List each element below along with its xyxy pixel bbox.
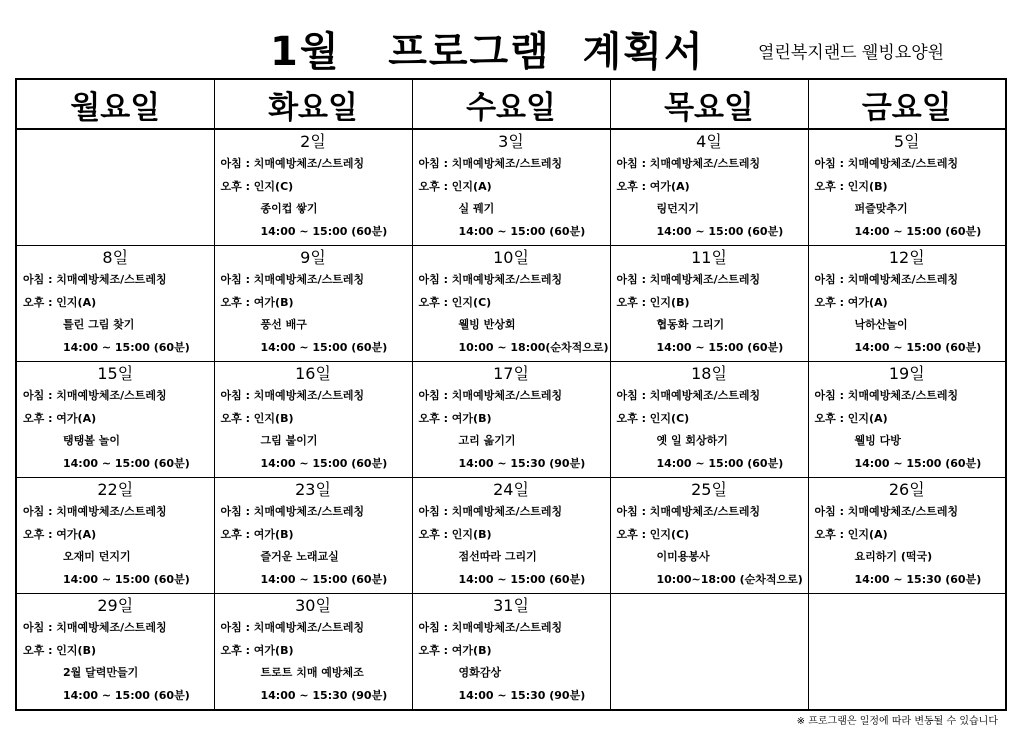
morning-program: 아침 : 치매예방체조/스트레칭 <box>23 621 167 634</box>
day-number: 4일 <box>696 132 722 151</box>
weekday-header-tue: 화요일 <box>214 79 412 129</box>
day-number: 10일 <box>493 248 529 267</box>
activity-name: 즐거운 노래교실 <box>260 550 339 563</box>
activity-name: 트로트 치매 예방체조 <box>260 666 364 679</box>
week-row <box>16 362 1006 478</box>
morning-program: 아침 : 치매예방체조/스트레칭 <box>23 505 167 518</box>
afternoon-program: 오후 : 인지(B) <box>220 411 294 425</box>
day-number: 25일 <box>691 480 727 499</box>
activity-name: 이미용봉사 <box>656 550 710 563</box>
program-calendar <box>15 78 1007 711</box>
day-cell <box>412 246 610 362</box>
day-number: 26일 <box>888 480 925 499</box>
afternoon-program: 오후 : 인지(A) <box>814 411 888 425</box>
day-cell <box>808 362 1006 478</box>
day-number: 2일 <box>300 132 326 151</box>
morning-program: 아침 : 치매예방체조/스트레칭 <box>814 273 959 286</box>
day-cell <box>808 246 1006 362</box>
activity-name: 퍼즐맞추기 <box>854 202 908 215</box>
afternoon-program: 오후 : 여가(B) <box>418 643 492 657</box>
week-row <box>16 129 1006 246</box>
afternoon-program: 오후 : 인지(A) <box>418 179 492 193</box>
day-number: 3일 <box>498 132 524 151</box>
weekday-header-fri: 금요일 <box>808 79 1006 129</box>
day-cell <box>214 129 412 246</box>
day-number: 11일 <box>691 248 727 267</box>
activity-name: 요리하기 (떡국) <box>854 550 933 563</box>
day-cell <box>16 478 214 594</box>
day-cell <box>16 594 214 711</box>
day-number: 9일 <box>300 248 326 267</box>
activity-name: 풍선 배구 <box>260 318 307 331</box>
day-cell <box>610 129 808 246</box>
footnote: ※ 프로그램은 일정에 따라 변동될 수 있습니다 <box>796 716 998 727</box>
morning-program: 아침 : 치매예방체조/스트레칭 <box>814 505 959 518</box>
week-row <box>16 594 1006 711</box>
day-cell <box>16 246 214 362</box>
organization-name: 열린복지랜드 웰빙요양원 <box>758 43 945 63</box>
day-cell <box>214 594 412 711</box>
activity-time: 14:00 ~ 15:00 (60분) <box>260 340 388 354</box>
morning-program: 아침 : 치매예방체조/스트레칭 <box>814 157 959 170</box>
day-cell <box>610 478 808 594</box>
day-cell <box>412 478 610 594</box>
day-cell <box>214 478 412 594</box>
morning-program: 아침 : 치매예방체조/스트레칭 <box>220 157 365 170</box>
activity-time: 14:00 ~ 15:00 (60분) <box>854 456 982 470</box>
afternoon-program: 오후 : 인지(B) <box>418 527 492 541</box>
day-number: 17일 <box>493 364 529 383</box>
day-number: 18일 <box>691 364 727 383</box>
activity-name: 협동화 그리기 <box>656 318 725 331</box>
activity-time: 14:00 ~ 15:00 (60분) <box>458 572 586 586</box>
activity-name: 종이컵 쌓기 <box>260 202 318 215</box>
day-cell <box>412 594 610 711</box>
morning-program: 아침 : 치매예방체조/스트레칭 <box>814 389 959 402</box>
day-number: 8일 <box>102 248 129 267</box>
day-number: 30일 <box>295 596 331 615</box>
afternoon-program: 오후 : 여가(A) <box>616 179 690 193</box>
day-cell <box>610 246 808 362</box>
activity-time: 14:00 ~ 15:30 (90분) <box>458 688 586 702</box>
activity-time: 14:00 ~ 15:00 (60분) <box>458 224 586 238</box>
afternoon-program: 오후 : 여가(A) <box>23 411 97 425</box>
morning-program: 아침 : 치매예방체조/스트레칭 <box>220 621 365 634</box>
morning-program: 아침 : 치매예방체조/스트레칭 <box>616 505 761 518</box>
morning-program: 아침 : 치매예방체조/스트레칭 <box>616 389 761 402</box>
activity-name: 링던지기 <box>656 202 700 215</box>
morning-program: 아침 : 치매예방체조/스트레칭 <box>418 157 563 170</box>
morning-program: 아침 : 치매예방체조/스트레칭 <box>23 273 167 286</box>
day-cell <box>808 478 1006 594</box>
activity-name: 영화감상 <box>458 666 502 679</box>
activity-time: 10:00~18:00 (순차적으로) <box>656 572 803 586</box>
activity-name: 오재미 던지기 <box>63 550 131 563</box>
activity-name: 실 꿰기 <box>458 202 495 215</box>
morning-program: 아침 : 치매예방체조/스트레칭 <box>220 389 365 402</box>
activity-time: 14:00 ~ 15:00 (60분) <box>260 456 388 470</box>
day-cell <box>214 246 412 362</box>
day-number: 29일 <box>97 596 134 615</box>
afternoon-program: 오후 : 인지(C) <box>616 527 690 541</box>
weekday-header-mon: 월요일 <box>16 79 214 129</box>
day-number: 22일 <box>97 480 134 499</box>
activity-time: 14:00 ~ 15:00 (60분) <box>854 340 982 354</box>
afternoon-program: 오후 : 여가(A) <box>23 527 97 541</box>
morning-program: 아침 : 치매예방체조/스트레칭 <box>23 389 167 402</box>
afternoon-program: 오후 : 인지(B) <box>616 295 690 309</box>
activity-time: 14:00 ~ 15:30 (90분) <box>260 688 388 702</box>
activity-time: 14:00 ~ 15:00 (60분) <box>63 456 190 470</box>
activity-name: 옛 일 회상하기 <box>656 434 728 447</box>
activity-time: 14:00 ~ 15:00 (60분) <box>656 224 784 238</box>
activity-name: 웰빙 다방 <box>854 434 901 447</box>
day-cell <box>412 129 610 246</box>
morning-program: 아침 : 치매예방체조/스트레칭 <box>616 157 761 170</box>
morning-program: 아침 : 치매예방체조/스트레칭 <box>616 273 761 286</box>
day-number: 16일 <box>295 364 331 383</box>
page-title: 1월 프로그램 계획서 <box>270 29 705 75</box>
day-number: 23일 <box>295 480 331 499</box>
morning-program: 아침 : 치매예방체조/스트레칭 <box>220 273 365 286</box>
activity-time: 14:00 ~ 15:00 (60분) <box>63 688 190 702</box>
activity-name: 고리 옮기기 <box>458 434 516 447</box>
morning-program: 아침 : 치매예방체조/스트레칭 <box>418 273 563 286</box>
morning-program: 아침 : 치매예방체조/스트레칭 <box>418 505 563 518</box>
day-number: 15일 <box>97 364 134 383</box>
activity-time: 14:00 ~ 15:00 (60분) <box>63 340 190 354</box>
weekday-header-thu: 목요일 <box>610 79 808 129</box>
afternoon-program: 오후 : 인지(B) <box>814 179 888 193</box>
activity-time: 14:00 ~ 15:00 (60분) <box>260 572 388 586</box>
calendar-body <box>16 129 1006 710</box>
weekday-header-wed: 수요일 <box>412 79 610 129</box>
activity-time: 14:00 ~ 15:30 (60분) <box>854 572 982 586</box>
day-cell <box>16 362 214 478</box>
activity-name: 웰빙 반상회 <box>458 318 516 331</box>
morning-program: 아침 : 치매예방체조/스트레칭 <box>418 389 563 402</box>
afternoon-program: 오후 : 인지(C) <box>418 295 492 309</box>
empty-day-cell <box>610 594 808 711</box>
afternoon-program: 오후 : 여가(A) <box>814 295 888 309</box>
day-cell <box>214 362 412 478</box>
day-cell <box>808 129 1006 246</box>
afternoon-program: 오후 : 여가(B) <box>220 295 294 309</box>
week-row <box>16 246 1006 362</box>
activity-time: 10:00 ~ 18:00(순차적으로) <box>458 340 609 354</box>
activity-time: 14:00 ~ 15:00 (60분) <box>854 224 982 238</box>
day-number: 31일 <box>493 596 529 615</box>
afternoon-program: 오후 : 여가(B) <box>418 411 492 425</box>
activity-time: 14:00 ~ 15:00 (60분) <box>260 224 388 238</box>
afternoon-program: 오후 : 여가(B) <box>220 643 294 657</box>
afternoon-program: 오후 : 인지(A) <box>23 295 97 309</box>
day-number: 5일 <box>893 132 920 151</box>
afternoon-program: 오후 : 인지(C) <box>616 411 690 425</box>
activity-name: 틀린 그림 찾기 <box>63 318 135 331</box>
afternoon-program: 오후 : 여가(B) <box>220 527 294 541</box>
afternoon-program: 오후 : 인지(A) <box>814 527 888 541</box>
afternoon-program: 오후 : 인지(C) <box>220 179 294 193</box>
afternoon-program: 오후 : 인지(B) <box>23 643 97 657</box>
activity-time: 14:00 ~ 15:00 (60분) <box>656 456 784 470</box>
week-row <box>16 478 1006 594</box>
day-number: 24일 <box>493 480 529 499</box>
day-number: 19일 <box>888 364 925 383</box>
activity-time: 14:00 ~ 15:00 (60분) <box>656 340 784 354</box>
weekday-header-row <box>16 79 1006 129</box>
empty-day-cell <box>16 129 214 246</box>
day-cell <box>412 362 610 478</box>
morning-program: 아침 : 치매예방체조/스트레칭 <box>220 505 365 518</box>
morning-program: 아침 : 치매예방체조/스트레칭 <box>418 621 563 634</box>
activity-name: 점선따라 그리기 <box>458 550 537 563</box>
activity-name: 2월 달력만들기 <box>63 666 139 679</box>
day-number: 12일 <box>888 248 925 267</box>
activity-name: 탱탱볼 놀이 <box>63 434 120 447</box>
activity-time: 14:00 ~ 15:00 (60분) <box>63 572 190 586</box>
empty-day-cell <box>808 594 1006 711</box>
activity-name: 그림 붙이기 <box>260 434 318 447</box>
day-cell <box>610 362 808 478</box>
activity-name: 낙하산놀이 <box>854 318 908 331</box>
activity-time: 14:00 ~ 15:30 (90분) <box>458 456 586 470</box>
